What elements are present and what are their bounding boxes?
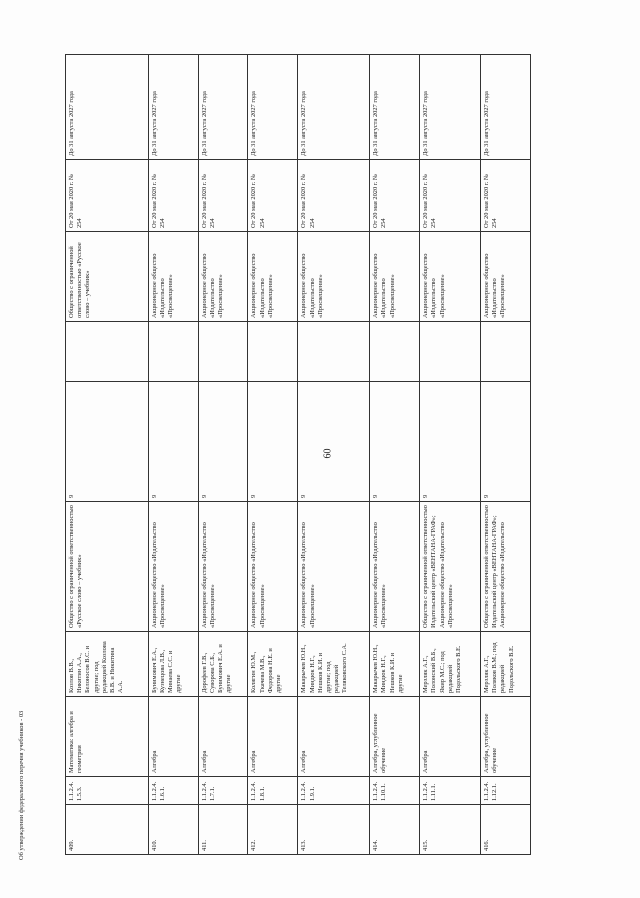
cell-org: Акционерное общество «Издательство «Просвещение» <box>248 232 298 322</box>
cell-empty <box>370 322 420 382</box>
cell-empty <box>480 322 530 382</box>
cell-order: От 20 мая 2020 г. № 254 <box>148 160 198 232</box>
footer <box>18 600 36 860</box>
cell-empty <box>420 322 481 382</box>
cell-code: 1.1.2.4.1.9.1. <box>298 777 370 805</box>
textbook-table <box>65 54 531 855</box>
cell-org: Акционерное общество «Издательство «Просвещение» <box>480 232 530 322</box>
cell-authors: Козлов В.В., Никитин А.А., Белоносов В.С. и другие; под редакцией Козлова В.В. и Никитина А.А. <box>66 632 149 697</box>
cell-code: 1.1.2.4.1.6.1. <box>148 777 198 805</box>
cell-authors: Бунимович Е.А., Кузнецова Л.В., Минаева С.С. и другие <box>148 632 198 697</box>
cell-org: Акционерное общество «Издательство «Просвещение» <box>148 232 198 322</box>
cell-date: До 31 августа 2027 года <box>66 55 149 160</box>
cell-publisher: Общество с ограниченной ответственностью Издательский центр «ВЕНТАНА-ГРАФ»; Акционерное общество «Издательство «Просвещение» <box>420 502 481 632</box>
table-row <box>148 55 198 855</box>
cell-num: 411. <box>198 805 248 855</box>
cell-num: 410. <box>148 805 198 855</box>
table-row <box>66 55 149 855</box>
cell-code: 1.1.2.4.1.12.1. <box>480 777 530 805</box>
cell-date: До 31 августа 2027 года <box>298 55 370 160</box>
cell-publisher: Общество с ограниченной ответственностью Издательский центр «ВЕНТАНА-ГРАФ»; Акционерное общество «Издательство <box>480 502 530 632</box>
cell-num: 412. <box>248 805 298 855</box>
cell-subject: Алгебра <box>198 697 248 777</box>
cell-date: До 31 августа 2027 года <box>248 55 298 160</box>
cell-subject: Алгебра, углубленное обучение <box>480 697 530 777</box>
cell-date: До 31 августа 2027 года <box>480 55 530 160</box>
cell-subject: Алгебра <box>148 697 198 777</box>
cell-publisher: Акционерное общество «Издательство «Просвещение» <box>198 502 248 632</box>
cell-grade: 9 <box>148 382 198 502</box>
cell-empty <box>198 322 248 382</box>
cell-date: До 31 августа 2027 года <box>370 55 420 160</box>
table-row <box>298 55 370 855</box>
cell-subject: Алгебра <box>420 697 481 777</box>
cell-grade: 9 <box>248 382 298 502</box>
cell-authors: Мерзляк А.Г., Полонский В.Б., Якир М.С.; под редакцией Подольского В.Е. <box>420 632 481 697</box>
cell-publisher: Акционерное общество «Издательство «Просвещение» <box>248 502 298 632</box>
table-body <box>66 55 531 855</box>
cell-grade: 9 <box>420 382 481 502</box>
cell-authors: Макарычев Ю.Н., Миндюк Н.Г., Нешков К.И. и другие <box>370 632 420 697</box>
cell-order: От 20 мая 2020 г. № 254 <box>66 160 149 232</box>
cell-org: Акционерное общество «Издательство «Просвещение» <box>370 232 420 322</box>
cell-order: От 20 мая 2020 г. № 254 <box>248 160 298 232</box>
cell-order: От 20 мая 2020 г. № 254 <box>420 160 481 232</box>
table-row <box>370 55 420 855</box>
cell-code: 1.1.2.4.1.5.3. <box>66 777 149 805</box>
table-row <box>198 55 248 855</box>
cell-order: От 20 мая 2020 г. № 254 <box>480 160 530 232</box>
cell-authors: Мерзляк А.Г., Поляков В.М.; под редакцией Подольского В.Е. <box>480 632 530 697</box>
cell-code: 1.1.2.4.1.11.1. <box>420 777 481 805</box>
table-row <box>480 55 530 855</box>
cell-publisher: Акционерное общество «Издательство «Просвещение» <box>370 502 420 632</box>
table-row <box>248 55 298 855</box>
cell-grade: 9 <box>298 382 370 502</box>
cell-subject: Алгебра <box>298 697 370 777</box>
cell-num: 416. <box>480 805 530 855</box>
cell-subject: Алгебра <box>248 697 298 777</box>
cell-empty <box>298 322 370 382</box>
cell-subject: Алгебра, углубленное обучение <box>370 697 420 777</box>
cell-grade: 9 <box>66 382 149 502</box>
cell-authors: Дорофеев Г.В., Суворова С.Б., Бунимович Е.А. и другие <box>198 632 248 697</box>
cell-org: Акционерное общество «Издательство «Просвещение» <box>198 232 248 322</box>
cell-num: 409. <box>66 805 149 855</box>
cell-order: От 20 мая 2020 г. № 254 <box>370 160 420 232</box>
cell-code: 1.1.2.4.1.7.1. <box>198 777 248 805</box>
cell-order: От 20 мая 2020 г. № 254 <box>298 160 370 232</box>
cell-code: 1.1.2.4.1.10.1. <box>370 777 420 805</box>
rotated-table-wrapper <box>65 55 531 855</box>
cell-grade: 9 <box>480 382 530 502</box>
cell-date: До 31 августа 2027 года <box>198 55 248 160</box>
cell-date: До 31 августа 2027 года <box>148 55 198 160</box>
cell-date: До 31 августа 2027 года <box>420 55 481 160</box>
cell-publisher: Общество с ограниченной ответственностью «Русское слово – учебник» <box>66 502 149 632</box>
page-number: 60 <box>322 448 334 459</box>
cell-grade: 9 <box>198 382 248 502</box>
cell-authors: Колягин Ю.М., Ткачева М.В., Федорова Н.Е. и другие <box>248 632 298 697</box>
cell-empty <box>248 322 298 382</box>
cell-org: Общество с ограниченной ответственностью «Русское слово – учебник» <box>66 232 149 322</box>
cell-org: Акционерное общество «Издательство «Просвещение» <box>420 232 481 322</box>
cell-order: От 20 мая 2020 г. № 254 <box>198 160 248 232</box>
cell-publisher: Акционерное общество «Издательство «Просвещение» <box>148 502 198 632</box>
footer-text: Об утверждении федерального перечня учебников - 03 <box>18 710 25 860</box>
cell-num: 415. <box>420 805 481 855</box>
cell-empty <box>148 322 198 382</box>
cell-subject: Математика: алгебра и геометрия <box>66 697 149 777</box>
cell-num: 414. <box>370 805 420 855</box>
cell-code: 1.1.2.4.1.8.1. <box>248 777 298 805</box>
cell-publisher: Акционерное общество «Издательство «Просвещение» <box>298 502 370 632</box>
cell-grade: 9 <box>370 382 420 502</box>
table-row <box>420 55 481 855</box>
cell-org: Акционерное общество «Издательство «Просвещение» <box>298 232 370 322</box>
cell-authors: Макарычев Ю.Н., Миндюк Н.Г., Нешков К.И. и другие; под редакцией Теляковского С.А. <box>298 632 370 697</box>
cell-num: 413. <box>298 805 370 855</box>
cell-empty <box>66 322 149 382</box>
